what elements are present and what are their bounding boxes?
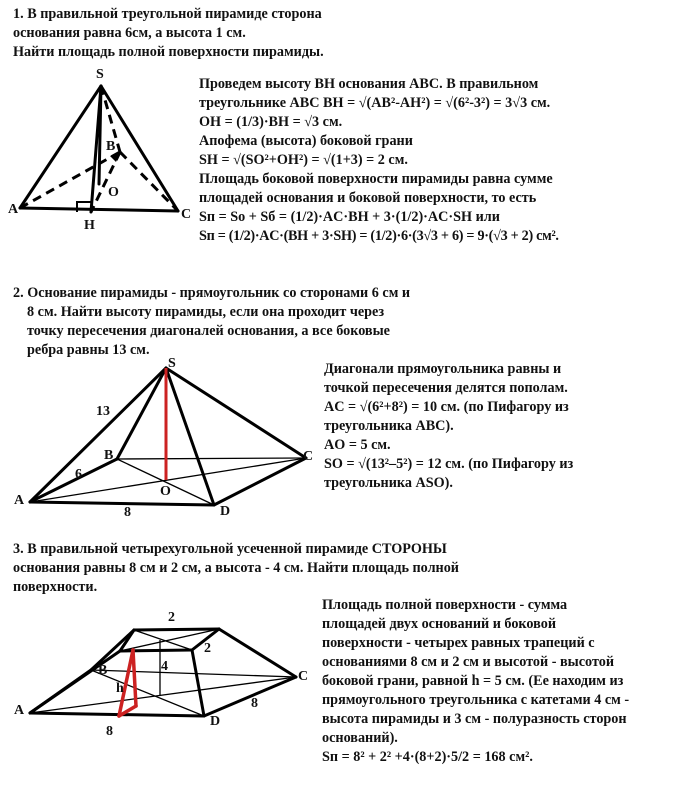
top-back-edge	[134, 629, 219, 630]
solution-line: Проведем высоту BH основания ABC. В правильном	[199, 76, 539, 92]
solution-line: площадей двух оснований и боковой	[322, 616, 556, 632]
label-c: C	[303, 449, 314, 464]
solution-line: SH = √(SO²+OH²) = √(1+3) = 2 см.	[199, 152, 408, 168]
solution-line: оснований).	[322, 730, 398, 746]
solution-line: Sп = Sо + Sб = (1/2)·AC·BH + 3·(1/2)·AC·SH или	[199, 209, 500, 225]
diagonal-bd	[91, 670, 204, 716]
solution-line: основаниями 8 см и 2 см и высотой - высотой	[322, 654, 615, 670]
label-b: B	[104, 448, 114, 463]
solution-line: точкой пересечения делятся пополам.	[324, 380, 568, 396]
solution-line: Диагонали прямоугольника равны и	[324, 361, 562, 377]
triangle-leg-4	[133, 650, 136, 706]
lateral-edge-d	[192, 650, 204, 716]
statement-line: 2. Основание пирамиды - прямоугольник со сторонами 6 см и	[13, 285, 411, 301]
label-s: S	[168, 356, 176, 371]
solution-line: поверхности - четырех равных трапеций с	[322, 635, 595, 651]
solution-line: треугольника ASO).	[324, 475, 453, 491]
solution-line: Апофема (высота) боковой грани	[199, 133, 413, 149]
statement-line: 8 см. Найти высоту пирамиды, если она проходит через	[27, 304, 385, 320]
statement-line: основания равна 6см, а высота 1 см.	[13, 25, 246, 41]
label-a: A	[14, 493, 25, 508]
label-h: H	[84, 218, 95, 233]
label-side-8: 8	[124, 505, 131, 520]
solution-line: SO = √(13²–5²) = 12 см. (по Пифагору из	[324, 456, 574, 472]
label-d: D	[220, 504, 231, 519]
top-front-edge	[120, 650, 192, 651]
statement-line: 1. В правильной треугольной пирамиде сторона	[13, 6, 322, 22]
solution-line: Sп = 8² + 2² +4·(8+2)·5/2 = 168 см².	[322, 749, 533, 765]
label-o: O	[108, 185, 119, 200]
solution-line: Sп = (1/2)·AC·(BH + 3·SH) = (1/2)·6·(3√3 + 6) = 9·(√3 + 2) см².	[199, 228, 559, 244]
label-b: B	[106, 139, 116, 154]
edge-ad	[30, 713, 204, 716]
label-o: O	[160, 484, 171, 499]
label-top-2b: 2	[204, 641, 211, 656]
label-height-4: 4	[161, 659, 168, 674]
label-bottom-8a: 8	[106, 724, 113, 739]
label-a: A	[14, 703, 25, 718]
solution-line: треугольника ABC).	[324, 418, 454, 434]
label-bottom-8b: 8	[251, 696, 258, 711]
lateral-edge-a	[30, 651, 120, 713]
statement-line: ребра равны 13 см.	[27, 342, 150, 358]
statement-line: основания равны 8 см и 2 см, а высота - 4 см. Найти площадь полной	[13, 560, 459, 576]
label-d: D	[210, 714, 221, 729]
label-top-2a: 2	[168, 610, 175, 625]
solution-line: OH = (1/3)·BH = √3 см.	[199, 114, 343, 130]
solution-line: высота пирамиды и 3 см - полуразность сторон	[322, 711, 627, 727]
label-side-6: 6	[75, 467, 82, 482]
label-c: C	[181, 207, 192, 222]
solution-line: Площадь полной поверхности - сумма	[322, 597, 568, 613]
solution-line: боковой грани, равной h = 5 см. (Ее находим из	[322, 673, 624, 689]
label-edge-13: 13	[96, 404, 110, 419]
label-h: h	[116, 681, 124, 696]
solution-line: AO = 5 см.	[324, 437, 391, 453]
solution-line: площадей основания и боковой поверхности, то есть	[199, 190, 537, 206]
solution-line: Площадь боковой поверхности пирамиды равна сумме	[199, 171, 553, 187]
statement-line: поверхности.	[13, 579, 98, 595]
label-b: B	[98, 663, 108, 678]
solution-line: прямоугольного треугольника с катетами 4 см -	[322, 692, 630, 708]
label-s: S	[96, 67, 104, 82]
statement-line: Найти площадь полной поверхности пирамиды.	[13, 44, 324, 60]
solution-line: AC = √(6²+8²) = 10 см. (по Пифагору из	[324, 399, 569, 415]
solution-line: треугольнике ABC BH = √(AB²-AH²) = √(6²-3²) = 3√3 см.	[199, 95, 551, 111]
label-a: A	[8, 202, 19, 217]
lateral-edge-c	[219, 629, 296, 677]
top-diagonal-2	[134, 630, 192, 650]
label-c: C	[298, 669, 309, 684]
statement-line: точку пересечения диагоналей основания, а все боковые	[27, 323, 390, 339]
edge-bc	[91, 670, 296, 677]
statement-line: 3. В правильной четырехугольной усеченной пирамиде СТОРОНЫ	[13, 541, 447, 557]
